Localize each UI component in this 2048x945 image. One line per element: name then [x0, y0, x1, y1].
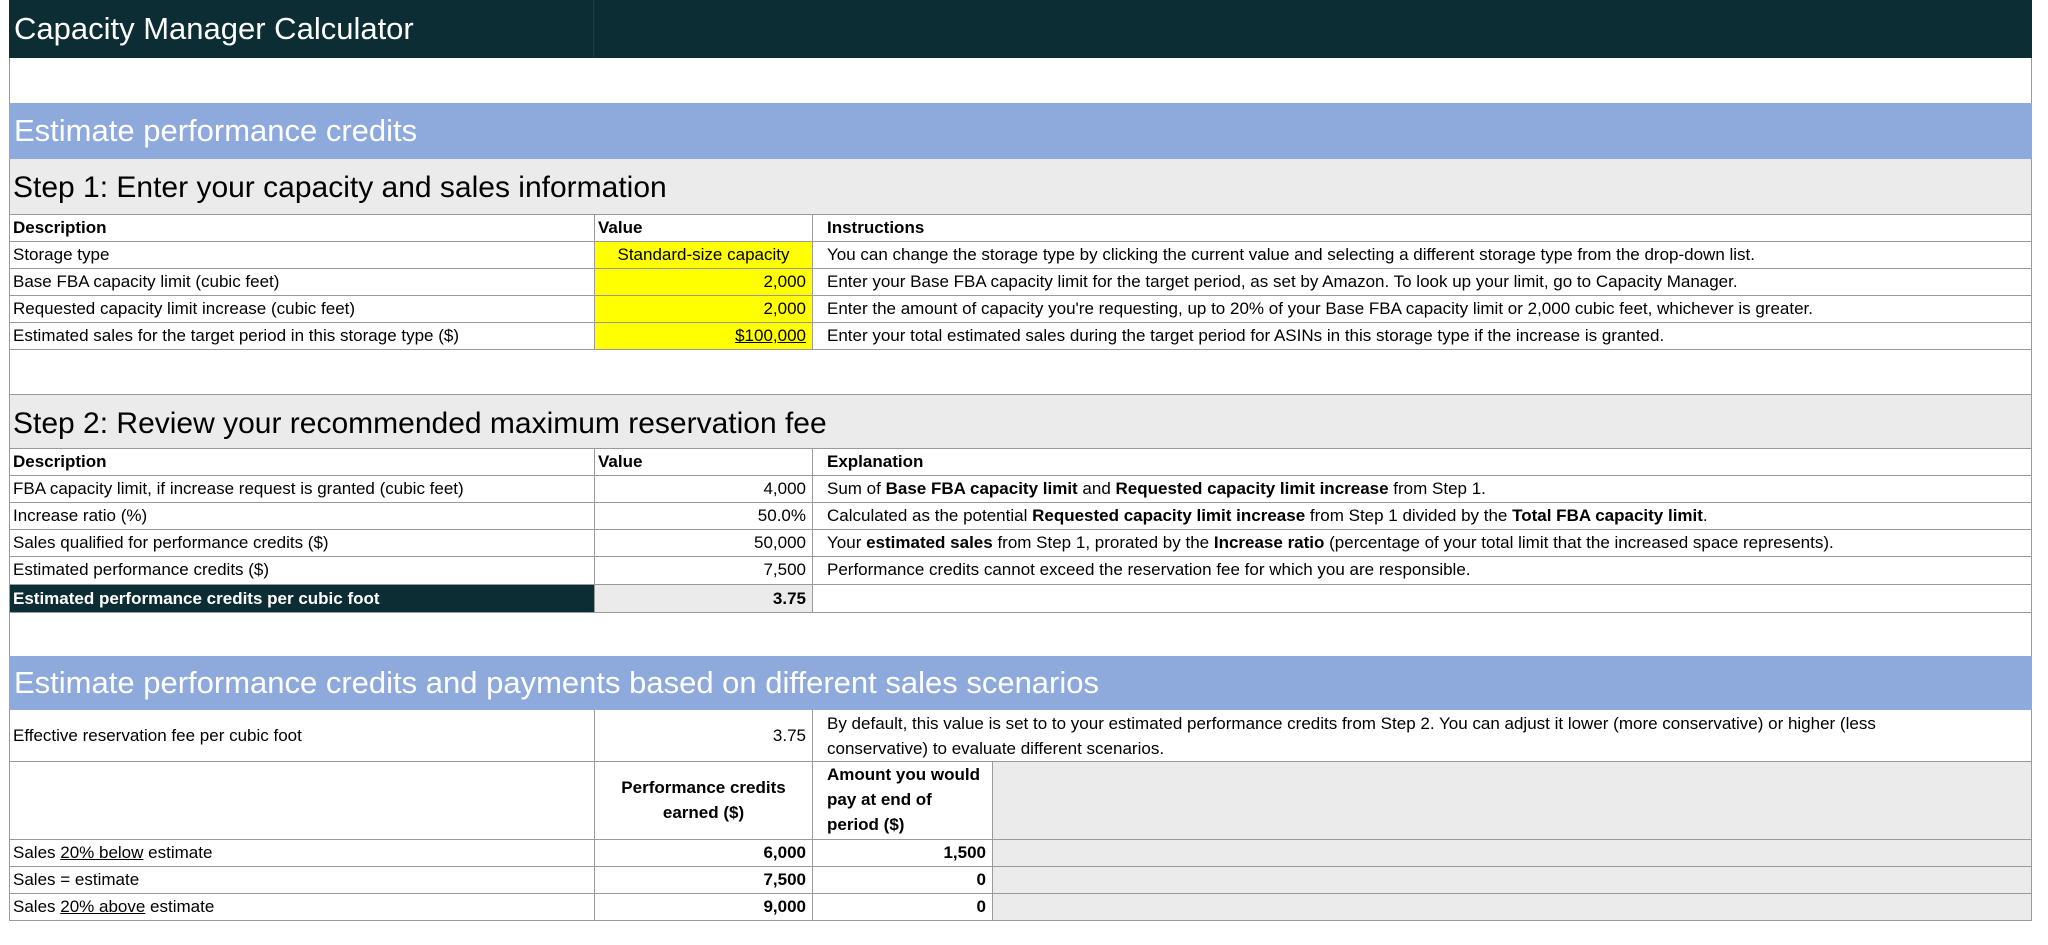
grey-fill — [992, 840, 2031, 866]
reservation-fee-note: By default, this value is set to to your estimated performance credits from Step 2. You can adjust it lower (more conservative) or higher (less conservative) to evaluate different scenarios. — [812, 710, 2031, 761]
credits-value: 9,000 — [594, 894, 812, 920]
scenario-label: Sales 20% below estimate — [13, 843, 213, 862]
pay-value: 0 — [812, 894, 992, 920]
row-value: 50,000 — [594, 530, 812, 556]
scenario-label: Sales 20% above estimate — [13, 897, 215, 916]
spacer-row — [9, 613, 2032, 656]
scenario-header-row — [9, 762, 2032, 839]
column-header-pay: Amount you would pay at end of period ($) — [812, 762, 992, 839]
table-row — [9, 893, 2032, 921]
row-description: Estimated sales for the target period in this storage type ($) — [13, 326, 460, 345]
table-row — [9, 295, 2032, 322]
row-description: Estimated performance credits ($) — [13, 560, 270, 579]
column-header-credits: Performance credits earned ($) — [594, 762, 812, 839]
table-row — [9, 502, 2032, 529]
spacer-row — [9, 58, 2032, 103]
grey-fill — [992, 894, 2031, 920]
row-description: Storage type — [13, 245, 110, 264]
step2-table — [9, 448, 2032, 613]
row-instructions: Enter your Base FBA capacity limit for the target period, as set by Amazon. To look up your limit, go to Capacity Manager. — [812, 269, 2031, 295]
credits-per-cubic-foot-value: 3.75 — [594, 585, 812, 612]
step1-header-row — [9, 214, 2032, 241]
credits-per-cubic-foot-label: Estimated performance credits per cubic foot — [10, 585, 594, 612]
credits-value: 7,500 — [594, 867, 812, 893]
row-description: Sales qualified for performance credits ($) — [13, 533, 329, 552]
table-row — [9, 268, 2032, 295]
column-header-value: Value — [594, 215, 812, 241]
title-bar — [9, 0, 2032, 58]
scenario-table — [9, 839, 2032, 921]
row-description: FBA capacity limit, if increase request is granted (cubic feet) — [13, 479, 464, 498]
reservation-fee-label: Effective reservation fee per cubic foot — [13, 726, 302, 745]
pay-value: 0 — [812, 867, 992, 893]
row-instructions: Enter your total estimated sales during the target period for ASINs in this storage type if the increase is granted. — [812, 323, 2031, 349]
reservation-fee-row — [9, 710, 2032, 762]
table-row — [9, 866, 2032, 893]
section-title: Estimate performance credits — [14, 113, 418, 148]
page-title: Capacity Manager Calculator — [14, 11, 414, 46]
step1-header — [9, 159, 2032, 214]
column-header-explanation: Explanation — [827, 452, 924, 471]
row-instructions: Enter the amount of capacity you're requesting, up to 20% of your Base FBA capacity limit or 2,000 cubic feet, whichever is greater. — [812, 296, 2031, 322]
table-row — [9, 556, 2032, 584]
row-explanation: Calculated as the potential Requested capacity limit increase from Step 1 divided by the Total FBA capacity limit. — [812, 503, 2031, 529]
row-value: 4,000 — [594, 476, 812, 502]
table-row — [9, 839, 2032, 866]
column-header-description: Description — [13, 452, 107, 471]
row-explanation: Performance credits cannot exceed the reservation fee for which you are responsible. — [812, 557, 2031, 584]
credits-value: 6,000 — [594, 840, 812, 866]
table-row — [9, 322, 2032, 350]
row-instructions: You can change the storage type by clicking the current value and selecting a different storage type from the drop-down list. — [812, 242, 2031, 268]
row-value: 50.0% — [594, 503, 812, 529]
spreadsheet — [9, 0, 2032, 921]
row-explanation: Your estimated sales from Step 1, prorated by the Increase ratio (percentage of your total limit that the increased space represents). — [812, 530, 2031, 556]
section-header-sales-scenarios — [9, 656, 2032, 710]
section-header-performance-credits — [9, 103, 2032, 159]
grey-fill — [992, 762, 2031, 839]
grey-fill — [992, 867, 2031, 893]
step2-title: Step 2: Review your recommended maximum reservation fee — [13, 407, 827, 440]
spacer-row — [9, 350, 2032, 394]
row-value: 7,500 — [594, 557, 812, 584]
row-explanation: Sum of Base FBA capacity limit and Requested capacity limit increase from Step 1. — [812, 476, 2031, 502]
estimated-sales-input[interactable]: $100,000 — [594, 323, 812, 349]
table-row — [9, 241, 2032, 268]
storage-type-select[interactable]: Standard-size capacity — [594, 242, 812, 268]
empty-cell — [10, 762, 594, 839]
step1-table — [9, 214, 2032, 350]
step2-header-row — [9, 448, 2032, 475]
section-title: Estimate performance credits and payments based on different sales scenarios — [14, 665, 1099, 700]
base-capacity-input[interactable]: 2,000 — [594, 269, 812, 295]
table-row — [9, 529, 2032, 556]
table-row — [9, 475, 2032, 502]
column-header-instructions: Instructions — [827, 218, 925, 237]
scenario-label: Sales = estimate — [13, 870, 140, 889]
pay-value: 1,500 — [812, 840, 992, 866]
row-description: Requested capacity limit increase (cubic feet) — [13, 299, 356, 318]
row-description: Base FBA capacity limit (cubic feet) — [13, 272, 280, 291]
empty-cell — [812, 585, 2031, 612]
column-header-value: Value — [594, 449, 812, 475]
highlight-row — [9, 584, 2032, 613]
step1-title: Step 1: Enter your capacity and sales information — [13, 171, 667, 204]
row-description: Increase ratio (%) — [13, 506, 148, 525]
reservation-fee-input[interactable]: 3.75 — [594, 710, 812, 761]
requested-increase-input[interactable]: 2,000 — [594, 296, 812, 322]
step2-header — [9, 394, 2032, 448]
column-header-description: Description — [13, 218, 107, 237]
